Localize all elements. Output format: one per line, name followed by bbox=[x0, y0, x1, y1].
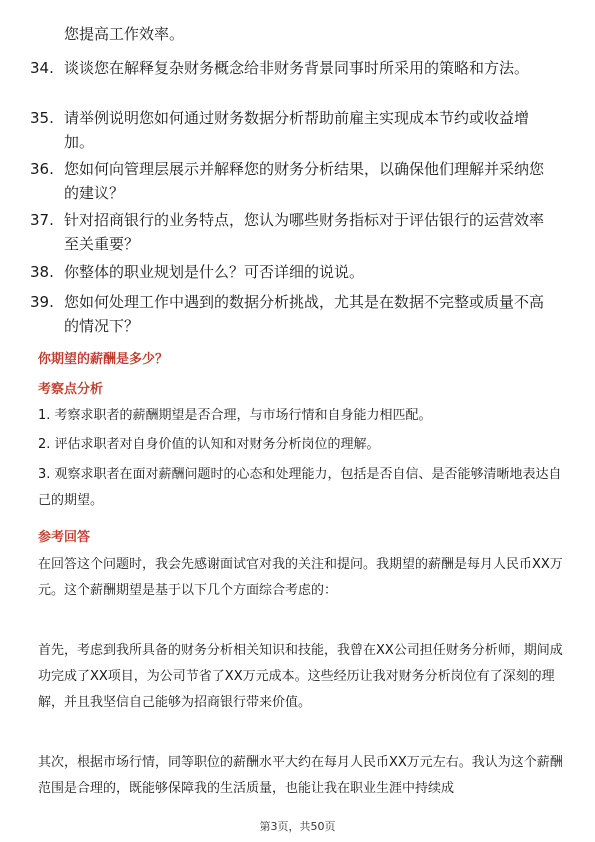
question-item bbox=[30, 56, 560, 80]
question-number: 39. bbox=[30, 293, 54, 311]
question-text: 您如何向管理层展示并解释您的财务分析结果，以确保他们理解并采纳您的建议？ bbox=[64, 160, 545, 202]
analysis-point: 2. 评估求职者对自身价值的认知和对财务分析岗位的理解。 bbox=[38, 437, 380, 452]
question-number: 35. bbox=[30, 109, 54, 127]
analysis-heading: 考察点分析 bbox=[38, 382, 104, 397]
question-item bbox=[30, 290, 560, 338]
question-item bbox=[30, 260, 560, 284]
answer-paragraph: 首先，考虑到我所具备的财务分析相关知识和技能，我曾在XX公司担任财务分析师，期间成功完成了XX项目，为公司节省了XX万元成本。这些经历让我对财务分析岗位有了深刻的理解，并且我坚信自己能够为招商银行带来价值。 bbox=[38, 643, 563, 710]
question-number: 34. bbox=[30, 59, 54, 77]
question-number: 37. bbox=[30, 211, 54, 229]
question-number: 38. bbox=[30, 263, 54, 281]
answer-heading: 参考回答 bbox=[38, 530, 91, 545]
question-number: 36. bbox=[30, 160, 54, 178]
answer-paragraph: 在回答这个问题时，我会先感谢面试官对我的关注和提问。我期望的薪酬是每月人民币XX万元。这个薪酬期望是基于以下几个方面综合考虑的： bbox=[38, 557, 563, 598]
question-text: 您如何处理工作中遇到的数据分析挑战，尤其是在数据不完整或质量不高的情况下？ bbox=[64, 293, 545, 335]
question-text: 谈谈您在解释复杂财务概念给非财务背景同事时所采用的策略和方法。 bbox=[64, 59, 530, 77]
analysis-point: 1. 考察求职者的薪酬期望是否合理，与市场行情和自身能力相匹配。 bbox=[38, 408, 432, 423]
question-item bbox=[30, 157, 560, 205]
question-continuation: 您提高工作效率。 bbox=[64, 25, 185, 43]
answer-paragraph: 其次，根据市场行情，同等职位的薪酬水平大约在每月人民币XX万元左右。我认为这个薪酬范围是合理的，既能够保障我的生活质量，也能让我在职业生涯中持续成 bbox=[38, 755, 563, 796]
question-item bbox=[30, 106, 560, 154]
analysis-point: 3. 观察求职者在面对薪酬问题时的心态和处理能力，包括是否自信、是否能够清晰地表达自己的期望。 bbox=[38, 467, 562, 508]
question-text: 针对招商银行的业务特点，您认为哪些财务指标对于评估银行的运营效率至关重要？ bbox=[64, 211, 545, 253]
question-item bbox=[30, 208, 560, 256]
question-text: 请举例说明您如何通过财务数据分析帮助前雇主实现成本节约或收益增加。 bbox=[64, 109, 530, 151]
section-heading: 你期望的薪酬是多少？ bbox=[38, 352, 169, 367]
question-text: 你整体的职业规划是什么？可否详细的说说。 bbox=[64, 263, 365, 281]
page-footer: 第3页，共50页 bbox=[259, 820, 336, 833]
